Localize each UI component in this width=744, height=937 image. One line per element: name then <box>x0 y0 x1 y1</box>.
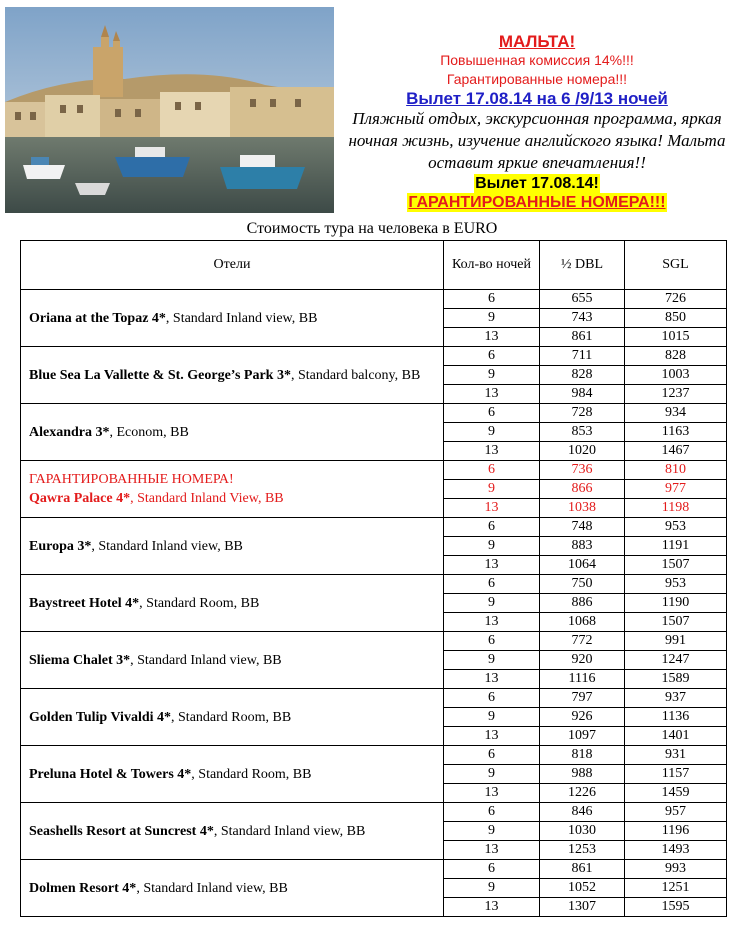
nights-cell: 13 <box>444 499 540 518</box>
hotel-name: Europa 3* <box>29 538 92 554</box>
table-row <box>21 290 727 309</box>
table-row <box>21 347 727 366</box>
dbl-price-cell: 1116 <box>540 670 625 689</box>
promo-departure-nights: Вылет 17.08.14 на 6 /9/13 ночей <box>406 89 668 108</box>
dbl-price-cell: 1307 <box>540 898 625 917</box>
nights-cell: 6 <box>444 746 540 765</box>
table-row <box>21 746 727 765</box>
sgl-price-cell: 931 <box>625 746 727 765</box>
hotel-cell <box>21 461 444 518</box>
table-row <box>21 575 727 594</box>
dbl-price-cell: 1097 <box>540 727 625 746</box>
nights-cell: 13 <box>444 385 540 404</box>
promo-title: МАЛЬТА! <box>498 32 576 51</box>
promo-guaranteed-big: ГАРАНТИРОВАННЫЕ НОМЕРА!!! <box>408 194 666 211</box>
header-dbl: ½ DBL <box>540 241 625 290</box>
hotel-description: , Standard Room, BB <box>171 709 292 725</box>
nights-cell: 9 <box>444 423 540 442</box>
sgl-price-cell: 1003 <box>625 366 727 385</box>
hotel-name: Preluna Hotel & Towers 4* <box>29 766 192 782</box>
sgl-price-cell: 1191 <box>625 537 727 556</box>
hotel-description: , Standard Inland view, BB <box>130 652 282 668</box>
hotel-name: Seashells Resort at Suncrest 4* <box>29 823 214 839</box>
hotel-cell <box>21 347 444 404</box>
nights-cell: 13 <box>444 841 540 860</box>
nights-cell: 13 <box>444 784 540 803</box>
hotel-cell <box>21 689 444 746</box>
promo-commission: Повышенная комиссия 14%!!! <box>440 52 634 68</box>
dbl-price-cell: 728 <box>540 404 625 423</box>
dbl-price-cell: 1052 <box>540 879 625 898</box>
nights-cell: 9 <box>444 765 540 784</box>
sgl-price-cell: 850 <box>625 309 727 328</box>
sgl-price-cell: 1507 <box>625 556 727 575</box>
sgl-price-cell: 937 <box>625 689 727 708</box>
hotel-name: Qawra Palace 4* <box>29 491 131 506</box>
nights-cell: 9 <box>444 822 540 841</box>
sgl-price-cell: 1595 <box>625 898 727 917</box>
table-caption: Стоимость тура на человека в EURO <box>246 220 498 237</box>
dbl-price-cell: 711 <box>540 347 625 366</box>
dbl-price-cell: 926 <box>540 708 625 727</box>
hotel-name: Blue Sea La Vallette & St. George’s Park 3* <box>29 367 291 383</box>
dbl-price-cell: 748 <box>540 518 625 537</box>
dbl-price-cell: 861 <box>540 860 625 879</box>
hotel-description: , Standard balcony, BB <box>290 367 421 383</box>
table-row <box>21 404 727 423</box>
dbl-price-cell: 655 <box>540 290 625 309</box>
sgl-price-cell: 810 <box>625 461 727 480</box>
dbl-price-cell: 797 <box>540 689 625 708</box>
sgl-price-cell: 1198 <box>625 499 727 518</box>
nights-cell: 6 <box>444 461 540 480</box>
sgl-price-cell: 934 <box>625 404 727 423</box>
nights-cell: 13 <box>444 727 540 746</box>
dbl-price-cell: 1253 <box>540 841 625 860</box>
dbl-price-cell: 1038 <box>540 499 625 518</box>
table-row <box>21 518 727 537</box>
hotel-name: Baystreet Hotel 4* <box>29 595 140 611</box>
dbl-price-cell: 743 <box>540 309 625 328</box>
table-row <box>21 803 727 822</box>
malta-harbour-photo <box>5 7 334 213</box>
nights-cell: 9 <box>444 480 540 499</box>
sgl-price-cell: 1196 <box>625 822 727 841</box>
dbl-price-cell: 853 <box>540 423 625 442</box>
header-hotels: Отели <box>21 241 444 290</box>
dbl-price-cell: 984 <box>540 385 625 404</box>
dbl-price-cell: 883 <box>540 537 625 556</box>
hotel-cell <box>21 803 444 860</box>
sgl-price-cell: 993 <box>625 860 727 879</box>
hotel-name: Sliema Chalet 3* <box>29 652 131 668</box>
hotel-description: , Standard Inland view, BB <box>165 310 318 326</box>
sgl-price-cell: 1401 <box>625 727 727 746</box>
nights-cell: 6 <box>444 803 540 822</box>
hotel-name: Dolmen Resort 4* <box>29 880 137 896</box>
promo-block <box>342 32 732 212</box>
sgl-price-cell: 1589 <box>625 670 727 689</box>
promo-departure: Вылет 17.08.14! <box>475 175 599 192</box>
nights-cell: 6 <box>444 632 540 651</box>
nights-cell: 6 <box>444 689 540 708</box>
nights-cell: 13 <box>444 556 540 575</box>
table-header-row <box>21 241 727 290</box>
header-nights: Кол-во ночей <box>444 241 540 290</box>
sgl-price-cell: 1247 <box>625 651 727 670</box>
sgl-price-cell: 1467 <box>625 442 727 461</box>
dbl-price-cell: 750 <box>540 575 625 594</box>
dbl-price-cell: 1226 <box>540 784 625 803</box>
sgl-price-cell: 953 <box>625 518 727 537</box>
sgl-price-cell: 1251 <box>625 879 727 898</box>
hotel-description: , Standard Inland view, BB <box>213 823 366 839</box>
nights-cell: 9 <box>444 651 540 670</box>
nights-cell: 6 <box>444 347 540 366</box>
sgl-price-cell: 1136 <box>625 708 727 727</box>
dbl-price-cell: 1030 <box>540 822 625 841</box>
nights-cell: 9 <box>444 309 540 328</box>
dbl-price-cell: 818 <box>540 746 625 765</box>
sgl-price-cell: 1157 <box>625 765 727 784</box>
hotel-description: , Econom, BB <box>109 424 189 440</box>
nights-cell: 6 <box>444 860 540 879</box>
promo-description: Пляжный отдых, экскурсионная программа, яркая ночная жизнь, изучение английского языка! Мальта оставит яркие впечатления!! <box>348 109 726 172</box>
nights-cell: 6 <box>444 575 540 594</box>
hotel-description: , Standard Inland view, BB <box>91 538 243 554</box>
sgl-price-cell: 1237 <box>625 385 727 404</box>
dbl-price-cell: 988 <box>540 765 625 784</box>
dbl-price-cell: 772 <box>540 632 625 651</box>
hotel-description: , Standard Room, BB <box>191 766 312 782</box>
nights-cell: 9 <box>444 879 540 898</box>
table-row <box>21 689 727 708</box>
table-row <box>21 860 727 879</box>
hotel-cell <box>21 860 444 917</box>
sgl-price-cell: 1163 <box>625 423 727 442</box>
table-row <box>21 632 727 651</box>
hotel-cell <box>21 290 444 347</box>
nights-cell: 13 <box>444 898 540 917</box>
hotel-cell <box>21 404 444 461</box>
hotel-cell <box>21 575 444 632</box>
dbl-price-cell: 1020 <box>540 442 625 461</box>
nights-cell: 13 <box>444 613 540 632</box>
dbl-price-cell: 861 <box>540 328 625 347</box>
sgl-price-cell: 977 <box>625 480 727 499</box>
nights-cell: 13 <box>444 670 540 689</box>
hotel-description: , Standard Inland view, BB <box>136 880 288 896</box>
dbl-price-cell: 1068 <box>540 613 625 632</box>
promo-guaranteed-small: Гарантированные номера!!! <box>446 71 628 87</box>
nights-cell: 6 <box>444 518 540 537</box>
sgl-price-cell: 1493 <box>625 841 727 860</box>
hotel-name: Alexandra 3* <box>29 424 110 440</box>
nights-cell: 6 <box>444 290 540 309</box>
sgl-price-cell: 1015 <box>625 328 727 347</box>
nights-cell: 9 <box>444 537 540 556</box>
dbl-price-cell: 828 <box>540 366 625 385</box>
sgl-price-cell: 991 <box>625 632 727 651</box>
nights-cell: 13 <box>444 442 540 461</box>
hotel-cell <box>21 632 444 689</box>
nights-cell: 9 <box>444 366 540 385</box>
dbl-price-cell: 736 <box>540 461 625 480</box>
nights-cell: 13 <box>444 328 540 347</box>
hotel-name: Golden Tulip Vivaldi 4* <box>29 709 172 725</box>
hotel-description: , Standard Room, BB <box>139 595 260 611</box>
header-sgl: SGL <box>625 241 727 290</box>
nights-cell: 9 <box>444 708 540 727</box>
dbl-price-cell: 846 <box>540 803 625 822</box>
sgl-price-cell: 1190 <box>625 594 727 613</box>
hotel-name: Oriana at the Topaz 4* <box>29 310 166 326</box>
hotel-cell <box>21 746 444 803</box>
sgl-price-cell: 828 <box>625 347 727 366</box>
dbl-price-cell: 866 <box>540 480 625 499</box>
nights-cell: 6 <box>444 404 540 423</box>
table-row <box>21 461 727 480</box>
price-table-body <box>21 290 727 917</box>
hotel-note: ГАРАНТИРОВАННЫЕ НОМЕРА! <box>29 472 234 487</box>
sgl-price-cell: 726 <box>625 290 727 309</box>
price-table <box>20 240 727 917</box>
sgl-price-cell: 1459 <box>625 784 727 803</box>
hotel-description: , Standard Inland View, BB <box>130 491 284 506</box>
dbl-price-cell: 886 <box>540 594 625 613</box>
dbl-price-cell: 920 <box>540 651 625 670</box>
sgl-price-cell: 1507 <box>625 613 727 632</box>
sgl-price-cell: 957 <box>625 803 727 822</box>
sgl-price-cell: 953 <box>625 575 727 594</box>
nights-cell: 9 <box>444 594 540 613</box>
hotel-cell <box>21 518 444 575</box>
dbl-price-cell: 1064 <box>540 556 625 575</box>
